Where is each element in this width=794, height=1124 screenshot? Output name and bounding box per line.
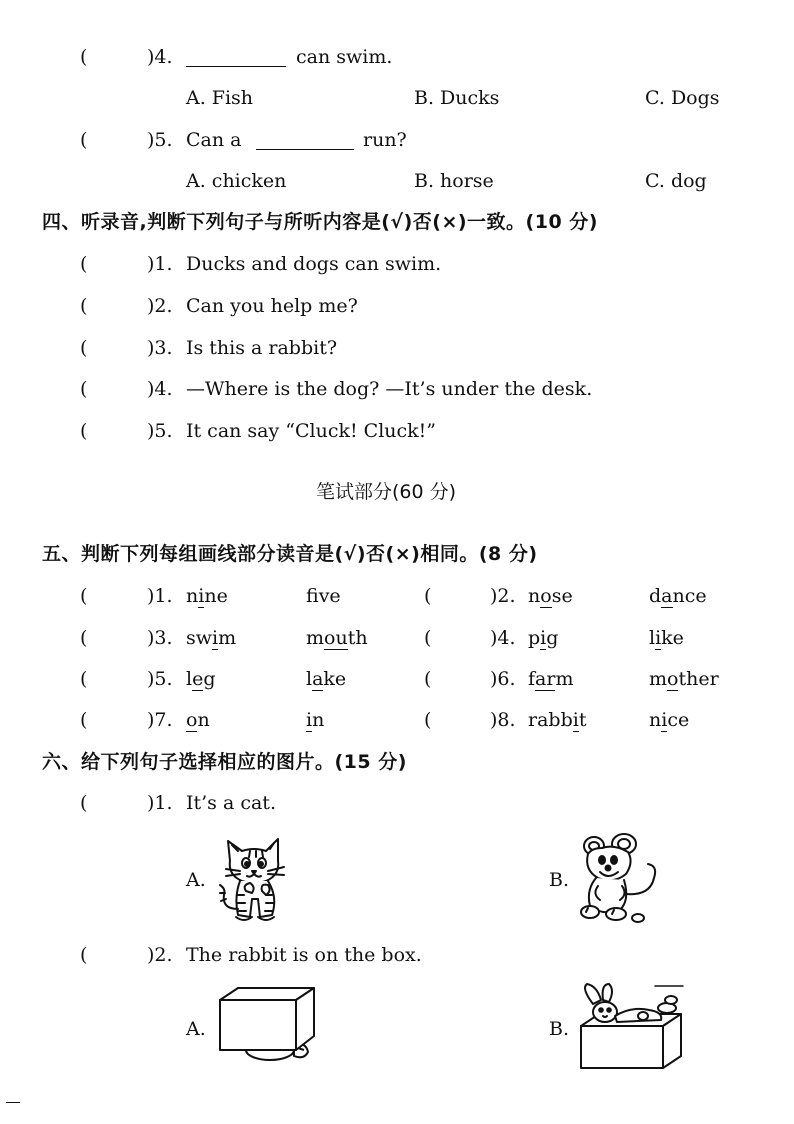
- item-number: )1.: [147, 792, 173, 814]
- option-c[interactable]: C. Dogs: [645, 87, 720, 109]
- word-2: nice: [649, 709, 690, 731]
- option-b[interactable]: B. Ducks: [414, 87, 500, 109]
- item-number: )3.: [147, 627, 173, 649]
- item-number: )2.: [147, 295, 173, 317]
- item-text: Is this a rabbit?: [186, 337, 338, 359]
- item-number: )2.: [147, 944, 173, 966]
- item-number: )2.: [490, 585, 516, 607]
- option-a[interactable]: A. Fish: [186, 87, 254, 109]
- word-1: pig: [528, 627, 559, 649]
- mouse-icon[interactable]: [574, 834, 664, 924]
- choice-label-a[interactable]: A.: [186, 1018, 206, 1040]
- item-number: )1.: [147, 253, 173, 275]
- word-1: nine: [186, 585, 228, 607]
- answer-paren-open[interactable]: (: [80, 585, 88, 607]
- choice-label-a[interactable]: A.: [186, 869, 206, 891]
- item-text: It’s a cat.: [186, 792, 276, 814]
- option-a[interactable]: A. chicken: [186, 170, 287, 192]
- word-1: leg: [186, 668, 216, 690]
- item-number: )8.: [490, 709, 516, 731]
- word-1: nose: [528, 585, 573, 607]
- cat-icon[interactable]: [216, 833, 296, 925]
- word-2: mouth: [306, 627, 368, 649]
- section-heading: 六、给下列句子选择相应的图片。(15 分): [42, 751, 407, 773]
- answer-paren-open[interactable]: (: [80, 129, 88, 151]
- word-2: like: [649, 627, 684, 649]
- item-number: )1.: [147, 585, 173, 607]
- answer-paren-open[interactable]: (: [80, 253, 88, 275]
- fill-blank[interactable]: [186, 50, 286, 67]
- choice-label-b[interactable]: B.: [549, 1018, 570, 1040]
- word-2: mother: [649, 668, 719, 690]
- answer-paren-open[interactable]: (: [80, 668, 88, 690]
- rabbit-on-box-icon[interactable]: [577, 982, 687, 1072]
- word-1: on: [186, 709, 210, 731]
- question-text-before: Can a: [186, 129, 242, 151]
- item-number: )6.: [490, 668, 516, 690]
- question-text: can swim.: [296, 46, 393, 68]
- word-2: lake: [306, 668, 347, 690]
- answer-paren-open[interactable]: (: [80, 944, 88, 966]
- word-1: farm: [528, 668, 574, 690]
- answer-paren-open[interactable]: (: [80, 378, 88, 400]
- question-number: )4.: [147, 46, 173, 68]
- answer-paren-open[interactable]: (: [424, 709, 432, 731]
- word-2: in: [306, 709, 325, 731]
- item-number: )5.: [147, 420, 173, 442]
- written-part-title: 笔试部分(60 分): [316, 481, 457, 503]
- option-b[interactable]: B. horse: [414, 170, 494, 192]
- word-1: swim: [186, 627, 237, 649]
- answer-paren-open[interactable]: (: [80, 792, 88, 814]
- item-text: Can you help me?: [186, 295, 358, 317]
- word-1: rabbit: [528, 709, 587, 731]
- section-heading: 四、听录音,判断下列句子与所听内容是(√)否(×)一致。(10 分): [42, 211, 598, 233]
- answer-paren-open[interactable]: (: [80, 709, 88, 731]
- item-text: The rabbit is on the box.: [186, 944, 422, 966]
- item-number: )5.: [147, 668, 173, 690]
- word-2: dance: [649, 585, 707, 607]
- item-number: )4.: [147, 378, 173, 400]
- item-number: )4.: [490, 627, 516, 649]
- fill-blank[interactable]: [256, 133, 354, 150]
- answer-paren-open[interactable]: (: [424, 627, 432, 649]
- question-text-after: run?: [363, 129, 407, 151]
- section-heading: 五、判断下列每组画线部分读音是(√)否(×)相同。(8 分): [42, 543, 538, 565]
- page-edge-mark: [6, 1102, 20, 1103]
- item-text: —Where is the dog? —It’s under the desk.: [186, 378, 593, 400]
- rabbit-under-box-icon[interactable]: [218, 986, 322, 1064]
- answer-paren-open[interactable]: (: [80, 420, 88, 442]
- answer-paren-open[interactable]: (: [80, 46, 88, 68]
- answer-paren-open[interactable]: (: [424, 668, 432, 690]
- answer-paren-open[interactable]: (: [424, 585, 432, 607]
- word-2: fve: [306, 585, 341, 607]
- item-number: )7.: [147, 709, 173, 731]
- item-number: )3.: [147, 337, 173, 359]
- choice-label-b[interactable]: B.: [549, 869, 570, 891]
- item-text: Ducks and dogs can swim.: [186, 253, 442, 275]
- answer-paren-open[interactable]: (: [80, 337, 88, 359]
- answer-paren-open[interactable]: (: [80, 295, 88, 317]
- item-text: It can say “Cluck! Cluck!”: [186, 420, 437, 442]
- option-c[interactable]: C. dog: [645, 170, 707, 192]
- answer-paren-open[interactable]: (: [80, 627, 88, 649]
- question-number: )5.: [147, 129, 173, 151]
